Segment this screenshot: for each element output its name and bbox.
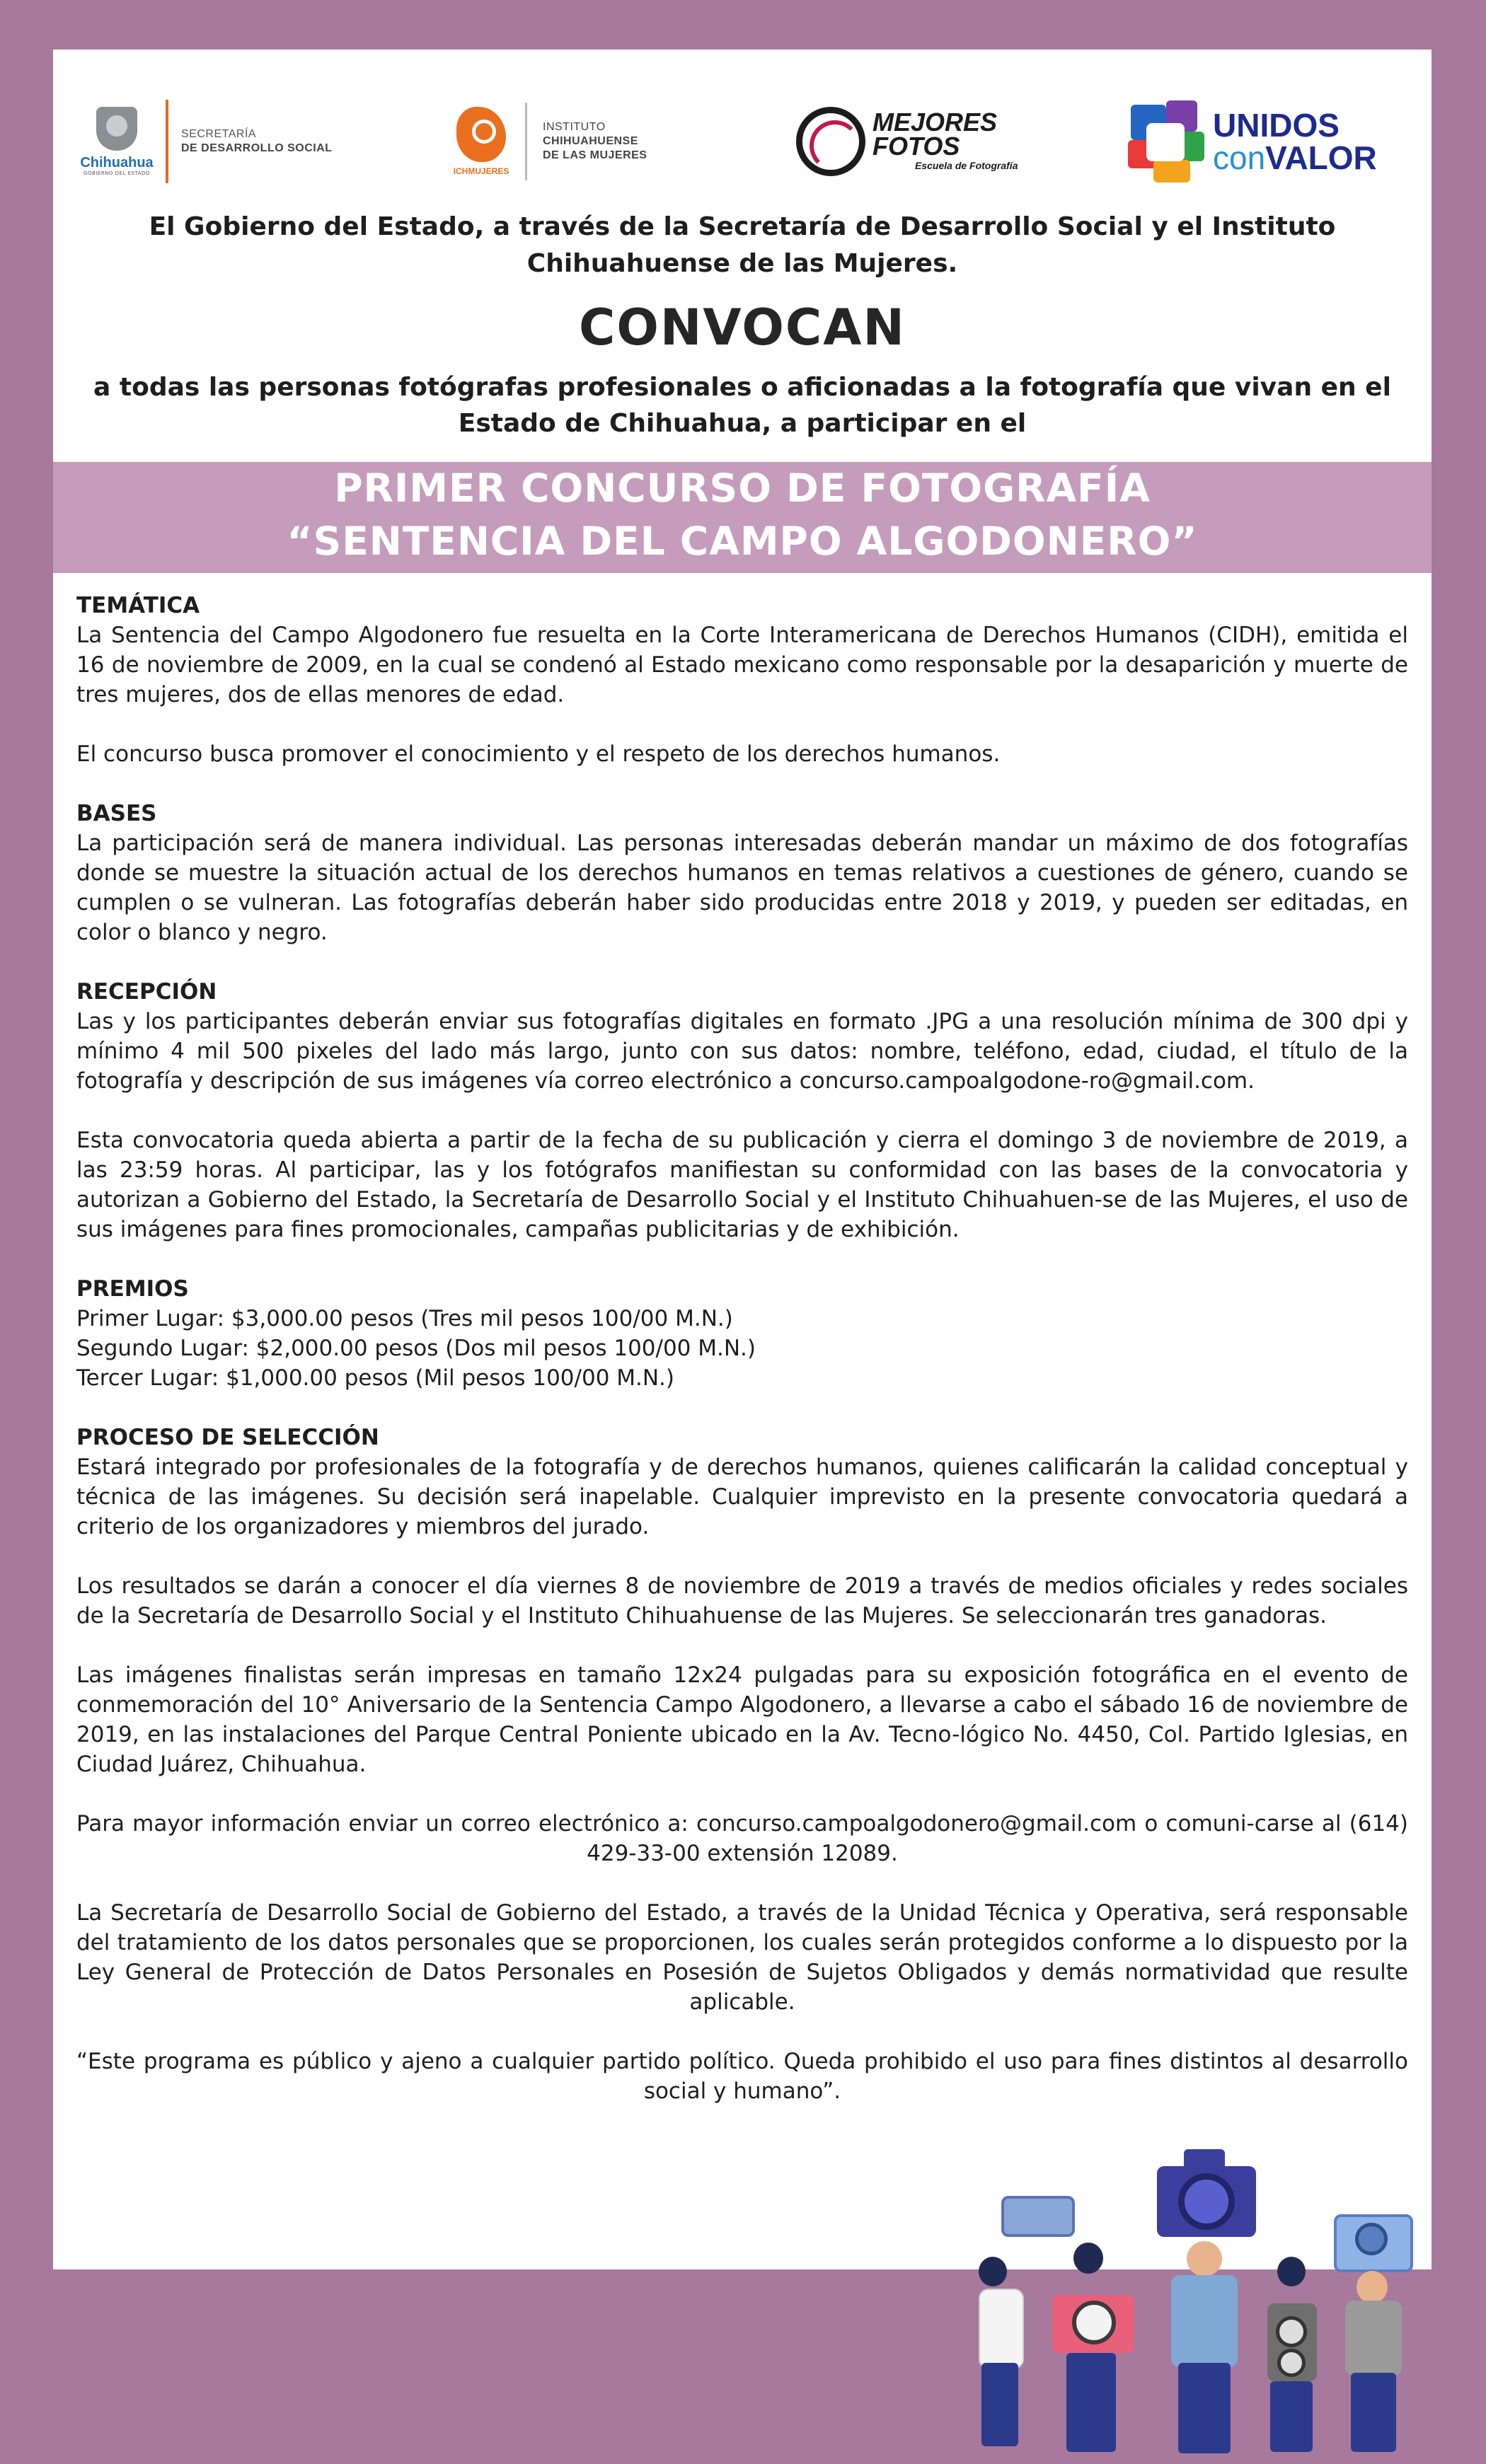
unidos-con-valor-text: [1213, 109, 1377, 174]
mejores-fotos-line1: MEJORES: [872, 108, 998, 137]
sds-line2: DE DESARROLLO SOCIAL: [181, 142, 333, 154]
sds-logo-text: [181, 127, 333, 156]
paragraph: Los resultados se darán a conocer el día viernes 8 de noviembre de 2019 a través de medios oficiales y redes sociales de la Secretaría de Desarrollo Social y el Instituto Chihuahuense de las Mujeres. Se seleccionarán tres ganadoras.: [76, 1573, 1408, 1629]
chihuahua-subtitle: GOBIERNO DEL ESTADO: [83, 170, 150, 176]
chihuahua-logo: [78, 88, 333, 195]
unidos-con: con: [1213, 139, 1266, 176]
intro-line: El Gobierno del Estado, a través de la Secretaría de Desarrollo Social y el Instituto Chihuahuense de las Mujeres.: [149, 212, 1336, 278]
ichmujeres-mark-label: ICHMUJERES: [453, 166, 509, 176]
section-plazo: [76, 1126, 1408, 1244]
ichmujeres-line2: CHIHUAHUENSE: [543, 135, 638, 147]
prize-second: Segundo Lugar: $2,000.00 pesos (Dos mil pesos 100/00 M.N.): [76, 1336, 756, 1361]
section-heading: PROCESO DE SELECCIÓN: [76, 1425, 379, 1450]
title-line2: “SENTENCIA DEL CAMPO ALGODONERO”: [287, 519, 1198, 564]
prize-third: Tercer Lugar: $1,000.00 pesos (Mil pesos 100/00 M.N.): [76, 1365, 675, 1391]
logo-strip: [53, 88, 1432, 202]
state-emblem: [78, 107, 156, 176]
ichmujeres-logo: [446, 88, 647, 195]
unidos-valor: VALOR: [1265, 139, 1377, 176]
section-heading: TEMÁTICA: [76, 593, 200, 618]
lens-ring-icon: [796, 107, 865, 176]
title-line1: PRIMER CONCURSO DE FOTOGRAFÍA: [334, 465, 1151, 511]
paragraph: El concurso busca promover el conocimiento y el respeto de los derechos humanos.: [76, 741, 1001, 767]
privacy-paragraph: La Secretaría de Desarrollo Social de Gobierno del Estado, a través de la Unidad Técnica y Operativa, será responsable del tratamiento de los datos personales que se proporcionen, los cuales serán protegidos conforme a lo dispuesto por la Ley General de Protección de Datos Personales en Posesión de Sujetos Obligados y demás normatividad que resulte aplicable.: [76, 1900, 1408, 2015]
mejores-fotos-text: [872, 110, 1018, 173]
section-bases: [76, 799, 1408, 947]
paragraph: La participación será de manera individual. Las personas interesadas deberán mandar un máximo de dos fotografías donde se muestre la situación actual de los derechos humanos en temas relativos a cuestiones de género, cuando se cumplen o se vulneran. Las fotografías deberán haber sido producidas entre 2018 y 2019, y pueden ser editadas, en color o blanco y negro.: [76, 831, 1408, 945]
section-seleccion: [76, 1423, 1408, 1542]
section-heading: PREMIOS: [76, 1276, 189, 1302]
paragraph: Las y los participantes deberán enviar sus fotografías digitales en formato .JPG a una resolución mínima de 300 dpi y mínimo 4 mil 500 pixeles del lado más largo, junto con sus datos: nombre, teléfono, edad, ciudad, el título de la fotografía y descripción de sus imágenes vía correo electrónico a concurso.campoalgodone-ro@gmail.com.: [76, 1009, 1408, 1094]
chihuahua-name: Chihuahua: [80, 155, 154, 170]
shield-icon: [96, 107, 137, 151]
section-objective: [76, 739, 1408, 769]
section-recepcion: [76, 977, 1408, 1096]
ichmujeres-text: [543, 120, 647, 163]
sds-line1: SECRETARÍA: [181, 128, 257, 140]
paragraph: Esta convocatoria queda abierta a partir de la fecha de su publicación y cierra el domingo 3 de noviembre de 2019, a las 23:59 horas. Al participar, las y los fotógrafos manifiestan su conformidad con las bases de la convocatoria y autorizan a Gobierno del Estado, la Secretaría de Desarrollo Social y el Instituto Chihuahuen-se de las Mujeres, el uso de sus imágenes para fines promocionales, campañas publicitarias y de exhibición.: [76, 1128, 1408, 1242]
divider: [166, 100, 168, 183]
state-map-icon: [456, 107, 506, 162]
paragraph: La Sentencia del Campo Algodonero fue resuelta en la Corte Interamericana de Derechos Humanos (CIDH), emitida el 16 de noviembre de 2009, en la cual se condenó al Estado mexicano como responsable por la desaparición y muerte de tres mujeres, dos de ellas menores de edad.: [76, 623, 1408, 707]
section-tematica: [76, 591, 1408, 710]
prize-first: Primer Lugar: $3,000.00 pesos (Tres mil pesos 100/00 M.N.): [76, 1306, 733, 1331]
paragraph: Estará integrado por profesionales de la fotografía y de derechos humanos, quienes calificarán la calidad conceptual y técnica de las imágenes. Su decisión será inapelable. Cualquier imprevisto en la presente convocatoria quedará a criterio de los organizadores y miembros del jurado.: [76, 1454, 1408, 1539]
section-resultados: [76, 1571, 1408, 1631]
unidos-con-valor-logo: [1125, 88, 1377, 195]
mejores-fotos-line2: FOTOS: [872, 132, 960, 161]
person-blue-camera-illustration: [1143, 2136, 1263, 2464]
divider: [525, 103, 527, 180]
mejores-fotos-logo: [796, 88, 1018, 195]
disclaimer-paragraph: “Este programa es público y ajeno a cualquier partido político. Queda prohibido el uso para fines distintos al desarrollo social y humano”.: [76, 2049, 1408, 2104]
poster-sheet: [53, 50, 1432, 2269]
paragraph: Las imágenes finalistas serán impresas en tamaño 12x24 pulgadas para su exposición fotográfica en el evento de conmemoración del 10° Aniversario de la Sentencia Campo Algodonero, a llevarse a cabo el sábado 16 de noviembre de 2019, en las instalaciones del Parque Central Poniente ubicado en la Av. Tecno-lógico No. 4450, Col. Partido Iglesias, en Ciudad Juárez, Chihuahua.: [76, 1662, 1408, 1777]
ichmujeres-line3: DE LAS MUJERES: [543, 149, 647, 161]
page-heading: CONVOCAN: [578, 299, 906, 357]
section-heading: RECEPCIÓN: [76, 979, 217, 1005]
person-light-camera-illustration: [1320, 2136, 1419, 2464]
section-heading: BASES: [76, 801, 157, 826]
person-pink-camera-illustration: [1044, 2136, 1150, 2464]
invite-text: a todas las personas fotógrafas profesionales o aficionadas a la fotografía que vivan en el Estado de Chihuahua, a participar en el: [93, 373, 1391, 438]
section-contacto: [76, 1809, 1408, 1868]
ichmujeres-mark: [446, 107, 517, 176]
ichmujeres-line1: INSTITUTO: [543, 121, 606, 133]
colorful-map-icon: [1125, 98, 1209, 185]
section-exposicion: [76, 1660, 1408, 1779]
title-band: [53, 462, 1432, 573]
contact-paragraph: Para mayor información enviar un correo electrónico a: concurso.campoalgodonero@gmail.com o comuni-carse al (614) 429-33-00 extensión 12089.: [76, 1811, 1408, 1866]
mejores-fotos-sub: Escuela de Fotografía: [915, 160, 1018, 171]
unidos-line1: UNIDOS: [1213, 107, 1340, 144]
body-text: [76, 591, 1408, 2136]
section-premios: [76, 1274, 1408, 1393]
section-disclaimer: [76, 2047, 1408, 2106]
photographers-illustration: [966, 2136, 1461, 2464]
section-privacidad: [76, 1898, 1408, 2017]
